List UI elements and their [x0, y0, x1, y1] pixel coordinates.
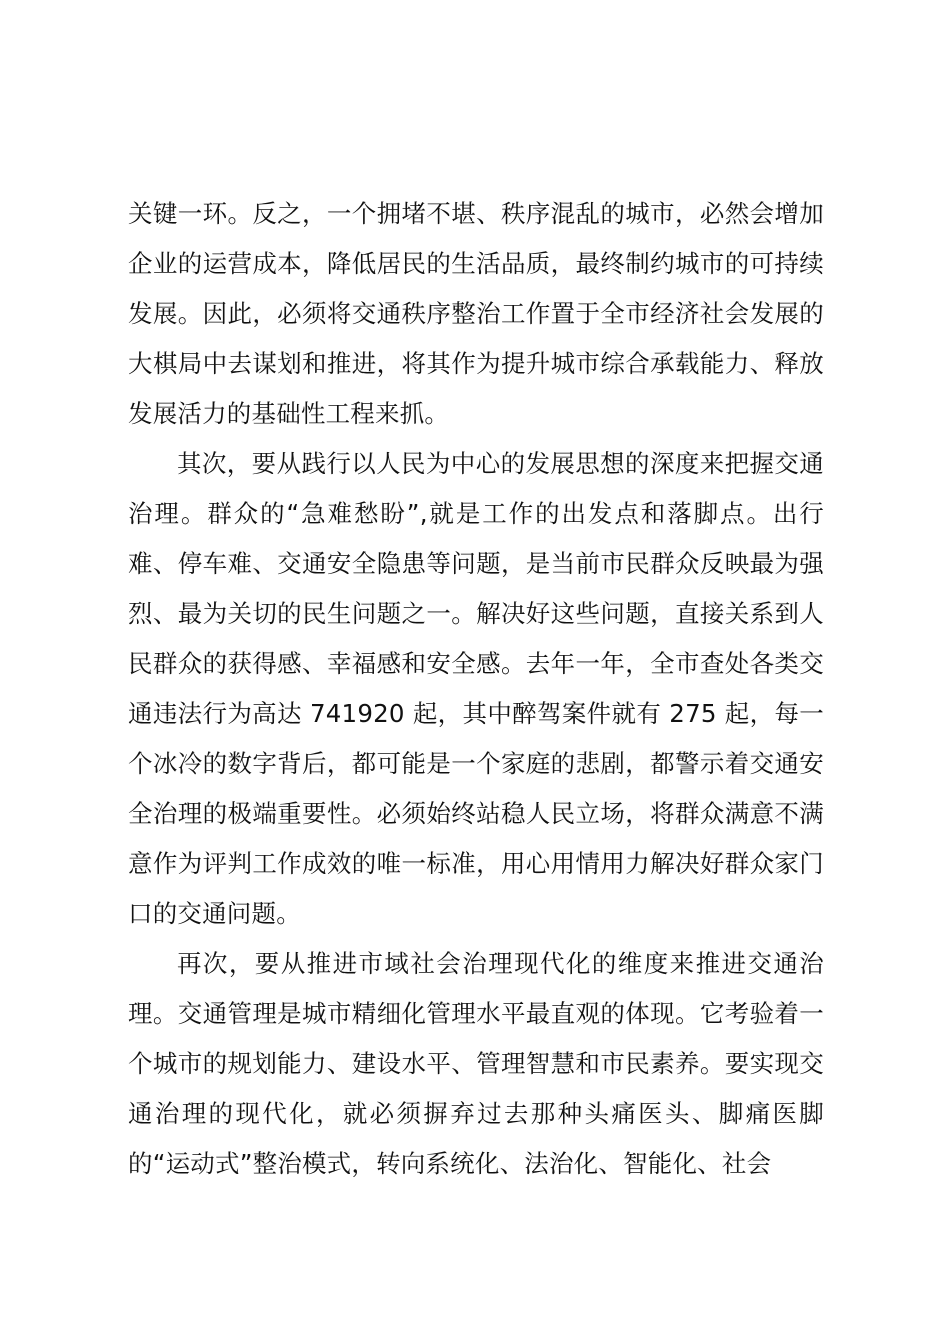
paragraph-2: 其次，要从践行以人民为中心的发展思想的深度来把握交通治理。群众的“急难愁盼”,就是工作的出发点和落脚点。出行难、停车难、交通安全隐患等问题，是当前市民群众反映最为强烈、最为关切的民生问题之一。解决好这些问题，直接关系到人民群众的获得感、幸福感和安全感。去年一年，全市查处各类交通违法行为高达 741920 起，其中醉驾案件就有 275 起，每一个冰冷的数字背后，都可能是一个家庭的悲剧，都警示着交通安全治理的极端重要性。必须始终站稳人民立场，将群众满意不满意作为评判工作成效的唯一标准，用心用情用力解决好群众家门口的交通问题。 — [128, 449, 824, 928]
paragraph-1: 关键一环。反之，一个拥堵不堪、秩序混乱的城市，必然会增加企业的运营成本，降低居民的生活品质，最终制约城市的可持续发展。因此，必须将交通秩序整治工作置于全市经济社会发展的大棋局中去谋划和推进，将其作为提升城市综合承载能力、释放发展活力的基础性工程来抓。 — [128, 199, 824, 428]
paragraph-3: 再次，要从推进市域社会治理现代化的维度来推进交通治理。交通管理是城市精细化管理水平最直观的体现。它考验着一个城市的规划能力、建设水平、管理智慧和市民素养。要实现交通治理的现代化，就必须摒弃过去那种头痛医头、脚痛医脚的“运动式”整治模式，转向系统化、法治化、智能化、社会 — [128, 949, 824, 1178]
document-body — [128, 189, 824, 1189]
